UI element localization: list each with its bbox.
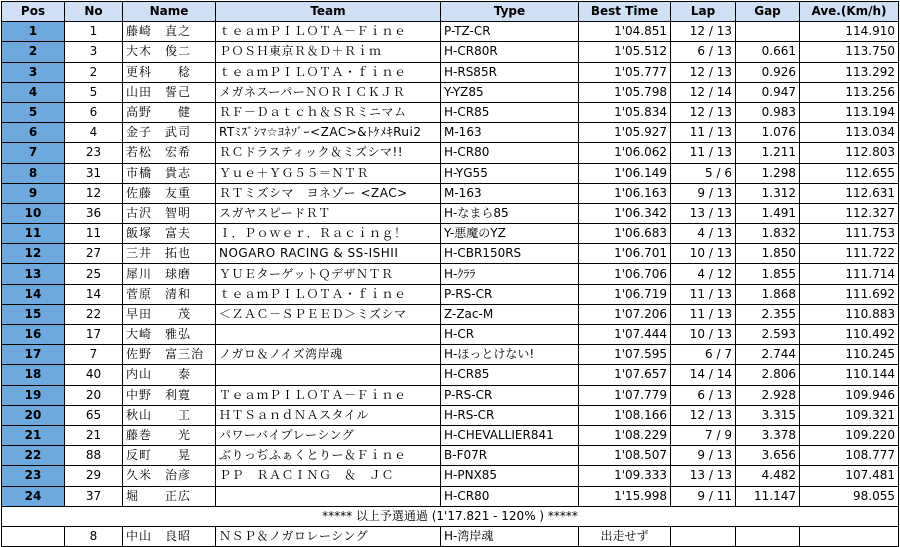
cell-type: Y-悪魔のYZ: [441, 224, 579, 244]
cell-pos: 7: [2, 143, 65, 163]
cell-no: 25: [65, 264, 123, 284]
cell-type: M-163: [441, 123, 579, 143]
cell-team: ＮＳＰ＆ノガロレーシング: [216, 526, 441, 546]
table-row: [2, 486, 899, 506]
cell-ave: 113.194: [800, 102, 899, 122]
table-row: [2, 224, 899, 244]
cell-name: 大崎 雅弘: [123, 325, 216, 345]
cell-name: 堀 正広: [123, 486, 216, 506]
cell-ave: 111.692: [800, 284, 899, 304]
cell-lap: 10 / 13: [671, 244, 736, 264]
cell-type: Z-Zac-M: [441, 304, 579, 324]
table-row: [2, 42, 899, 62]
cell-name: 秋山 工: [123, 405, 216, 425]
cell-pos: 22: [2, 446, 65, 466]
header-best-time: Best Time: [579, 2, 671, 22]
cell-lap: 7 / 9: [671, 425, 736, 445]
table-row: [2, 264, 899, 284]
cell-type: M-163: [441, 183, 579, 203]
cell-gap: 1.868: [736, 284, 800, 304]
cell-no: 20: [65, 385, 123, 405]
cell-ave: 113.750: [800, 42, 899, 62]
cell-ave: 107.481: [800, 466, 899, 486]
cell-no: 2: [65, 62, 123, 82]
header-ave: Ave.(Km/h): [800, 2, 899, 22]
cell-lap: [671, 526, 736, 546]
table-row: [2, 244, 899, 264]
cell-lap: 12 / 13: [671, 22, 736, 42]
cell-type: H-CR80: [441, 143, 579, 163]
cell-team: Ｙｕｅ＋ＹＧ５５＝ＮＴＲ: [216, 163, 441, 183]
cell-type: H-PNX85: [441, 466, 579, 486]
cell-name: 金子 武司: [123, 123, 216, 143]
cell-no: 4: [65, 123, 123, 143]
cell-pos: 24: [2, 486, 65, 506]
cell-team: パワーバイプレーシング: [216, 425, 441, 445]
cell-ave: 109.220: [800, 425, 899, 445]
cell-best-time: 1'09.333: [579, 466, 671, 486]
cell-no: 3: [65, 42, 123, 62]
cell-no: 11: [65, 224, 123, 244]
cell-best-time: 1'06.701: [579, 244, 671, 264]
cell-pos: 10: [2, 203, 65, 223]
qualify-separator: ***** 以上予選通過 (1'17.821 - 120% ) *****: [2, 506, 899, 526]
cell-best-time: 1'05.834: [579, 102, 671, 122]
table-row: [2, 345, 899, 365]
cell-team: NOGARO RACING & SS-ISHII: [216, 244, 441, 264]
cell-gap: 3.378: [736, 425, 800, 445]
cell-name: 山田 誓己: [123, 82, 216, 102]
header-no: No: [65, 2, 123, 22]
table-row: [2, 102, 899, 122]
cell-pos: 3: [2, 62, 65, 82]
cell-ave: 113.292: [800, 62, 899, 82]
cell-no: 23: [65, 143, 123, 163]
cell-team: ＲＣドラスティック＆ミズシマ!!: [216, 143, 441, 163]
cell-team: ｔｅａｍＰＩＬＯＴＡ・ｆｉｎｅ: [216, 62, 441, 82]
cell-lap: 11 / 13: [671, 304, 736, 324]
cell-best-time: 1'06.149: [579, 163, 671, 183]
cell-pos: 1: [2, 22, 65, 42]
cell-pos: 17: [2, 345, 65, 365]
cell-team: ＰＯＳＨ東京Ｒ＆Ｄ＋Ｒｉｍ: [216, 42, 441, 62]
cell-type: Y-YZ85: [441, 82, 579, 102]
cell-name: 中山 良昭: [123, 526, 216, 546]
cell-no: 14: [65, 284, 123, 304]
cell-best-time: 1'06.342: [579, 203, 671, 223]
cell-name: 飯塚 富夫: [123, 224, 216, 244]
cell-name: 高野 健: [123, 102, 216, 122]
table-row: [2, 425, 899, 445]
cell-best-time: 1'06.706: [579, 264, 671, 284]
cell-best-time: 1'07.779: [579, 385, 671, 405]
cell-pos: 14: [2, 284, 65, 304]
cell-name: 早田 茂: [123, 304, 216, 324]
cell-lap: 9 / 13: [671, 446, 736, 466]
cell-name: 若松 宏希: [123, 143, 216, 163]
cell-lap: 10 / 13: [671, 325, 736, 345]
cell-lap: 13 / 13: [671, 466, 736, 486]
cell-team: ＲＦ－Ｄａｔｃｈ＆ＳＲミニマム: [216, 102, 441, 122]
header-lap: Lap: [671, 2, 736, 22]
header-team: Team: [216, 2, 441, 22]
cell-gap: 2.806: [736, 365, 800, 385]
table-row: [2, 183, 899, 203]
cell-name: 佐藤 友重: [123, 183, 216, 203]
cell-team: ＲＴミズシマ ヨネゾー <ZAC>: [216, 183, 441, 203]
cell-best-time: 1'05.777: [579, 62, 671, 82]
table-row: [2, 284, 899, 304]
table-row: [2, 203, 899, 223]
cell-lap: 11 / 13: [671, 143, 736, 163]
cell-pos: 11: [2, 224, 65, 244]
cell-best-time: 1'07.206: [579, 304, 671, 324]
cell-no: 37: [65, 486, 123, 506]
cell-ave: 110.492: [800, 325, 899, 345]
table-row: [2, 163, 899, 183]
cell-team: ノガロ＆ノイズ湾岸魂: [216, 345, 441, 365]
cell-lap: 6 / 7: [671, 345, 736, 365]
cell-team: ＴｅａｍＰＩＬＯＴＡ－Ｆｉｎｅ: [216, 385, 441, 405]
cell-no: 31: [65, 163, 123, 183]
cell-team: ｔｅａｍＰＩＬＯＴＡ－Ｆｉｎｅ: [216, 22, 441, 42]
cell-gap: [736, 526, 800, 546]
cell-team: ＰＰ ＲＡＣＩＮＧ ＆ ＪＣ: [216, 466, 441, 486]
cell-ave: 112.327: [800, 203, 899, 223]
cell-lap: 4 / 13: [671, 224, 736, 244]
cell-best-time: 1'07.657: [579, 365, 671, 385]
cell-gap: 1.211: [736, 143, 800, 163]
table-row: [2, 385, 899, 405]
cell-no: 36: [65, 203, 123, 223]
header-pos: Pos: [2, 2, 65, 22]
cell-lap: 9 / 13: [671, 183, 736, 203]
cell-gap: 0.661: [736, 42, 800, 62]
cell-no: 12: [65, 183, 123, 203]
cell-gap: 0.947: [736, 82, 800, 102]
cell-best-time: 1'07.595: [579, 345, 671, 365]
table-row: [2, 82, 899, 102]
table-row: [2, 22, 899, 42]
cell-best-time: 1'08.229: [579, 425, 671, 445]
cell-best-time: 出走せず: [579, 526, 671, 546]
cell-team: [216, 365, 441, 385]
cell-gap: 1.850: [736, 244, 800, 264]
cell-best-time: 1'06.062: [579, 143, 671, 163]
cell-lap: 11 / 13: [671, 284, 736, 304]
cell-gap: 1.491: [736, 203, 800, 223]
cell-type: H-CR85: [441, 365, 579, 385]
cell-ave: 111.722: [800, 244, 899, 264]
cell-type: H-CBR150RS: [441, 244, 579, 264]
cell-no: 6: [65, 102, 123, 122]
cell-pos: 2: [2, 42, 65, 62]
cell-ave: 98.055: [800, 486, 899, 506]
cell-no: 22: [65, 304, 123, 324]
header-name: Name: [123, 2, 216, 22]
cell-type: H-CHEVALLIER841: [441, 425, 579, 445]
cell-gap: 4.482: [736, 466, 800, 486]
cell-type: H-CR85: [441, 102, 579, 122]
cell-gap: 0.926: [736, 62, 800, 82]
cell-pos: 16: [2, 325, 65, 345]
cell-team: ぶりっぢふぁくとりー＆Ｆｉｎｅ: [216, 446, 441, 466]
cell-team: [216, 325, 441, 345]
cell-ave: 114.910: [800, 22, 899, 42]
cell-lap: 5 / 6: [671, 163, 736, 183]
cell-pos: 6: [2, 123, 65, 143]
cell-gap: 2.355: [736, 304, 800, 324]
cell-gap: 1.832: [736, 224, 800, 244]
cell-no: 5: [65, 82, 123, 102]
cell-lap: 12 / 13: [671, 102, 736, 122]
cell-best-time: 1'06.683: [579, 224, 671, 244]
cell-best-time: 1'07.444: [579, 325, 671, 345]
cell-team: ｔｅａｍＰＩＬＯＴＡ・ｆｉｎｅ: [216, 284, 441, 304]
cell-best-time: 1'04.851: [579, 22, 671, 42]
cell-no: 8: [65, 526, 123, 546]
cell-type: H-CR80R: [441, 42, 579, 62]
cell-gap: 2.744: [736, 345, 800, 365]
cell-type: H-RS85R: [441, 62, 579, 82]
cell-best-time: 1'05.512: [579, 42, 671, 62]
cell-lap: 6 / 13: [671, 385, 736, 405]
cell-pos: 12: [2, 244, 65, 264]
cell-type: H-なまら85: [441, 203, 579, 223]
table-row: [2, 446, 899, 466]
table-row: [2, 466, 899, 486]
cell-gap: 3.656: [736, 446, 800, 466]
cell-no: 88: [65, 446, 123, 466]
cell-best-time: 1'08.166: [579, 405, 671, 425]
cell-team: ＜ＺＡＣ－ＳＰＥＥＤ＞ミズシマ: [216, 304, 441, 324]
cell-ave: 113.034: [800, 123, 899, 143]
cell-type: H-ほっとけない!: [441, 345, 579, 365]
cell-no: 1: [65, 22, 123, 42]
cell-name: 中野 利寛: [123, 385, 216, 405]
table-row: [2, 365, 899, 385]
cell-gap: 0.983: [736, 102, 800, 122]
cell-pos: 19: [2, 385, 65, 405]
cell-lap: 12 / 13: [671, 405, 736, 425]
cell-pos: 4: [2, 82, 65, 102]
cell-ave: 113.256: [800, 82, 899, 102]
cell-name: 久米 治彦: [123, 466, 216, 486]
cell-team: ＹＵＥターゲットＱデザＮＴＲ: [216, 264, 441, 284]
cell-ave: 110.144: [800, 365, 899, 385]
cell-pos: 21: [2, 425, 65, 445]
cell-no: 29: [65, 466, 123, 486]
cell-best-time: 1'06.719: [579, 284, 671, 304]
table-row: [2, 325, 899, 345]
table-row: [2, 143, 899, 163]
cell-no: 40: [65, 365, 123, 385]
cell-gap: 3.315: [736, 405, 800, 425]
cell-gap: 1.298: [736, 163, 800, 183]
cell-pos: 5: [2, 102, 65, 122]
cell-team: ＨＴＳａｎｄＮＡスタイル: [216, 405, 441, 425]
cell-name: 藤崎 直之: [123, 22, 216, 42]
cell-name: 菅原 清和: [123, 284, 216, 304]
cell-gap: 2.593: [736, 325, 800, 345]
cell-ave: 110.245: [800, 345, 899, 365]
cell-team: [216, 486, 441, 506]
cell-name: 内山 泰: [123, 365, 216, 385]
cell-gap: 1.312: [736, 183, 800, 203]
cell-ave: 109.321: [800, 405, 899, 425]
header-type: Type: [441, 2, 579, 22]
table-row-dns: [2, 526, 899, 546]
cell-ave: 112.631: [800, 183, 899, 203]
cell-no: 7: [65, 345, 123, 365]
cell-gap: 1.076: [736, 123, 800, 143]
cell-name: 古沢 智明: [123, 203, 216, 223]
cell-name: 佐野 富三治: [123, 345, 216, 365]
cell-team: RTﾐｽﾞｼﾏ☆ﾖﾈｿﾞｰ<ZAC>&ﾄｹﾒｷRui2: [216, 123, 441, 143]
qualify-separator-row: [2, 506, 899, 526]
cell-best-time: 1'08.507: [579, 446, 671, 466]
cell-name: 反町 晃: [123, 446, 216, 466]
cell-ave: 111.714: [800, 264, 899, 284]
cell-pos: [2, 526, 65, 546]
table-row: [2, 123, 899, 143]
cell-ave: 112.803: [800, 143, 899, 163]
cell-pos: 8: [2, 163, 65, 183]
cell-pos: 20: [2, 405, 65, 425]
cell-type: H-RS-CR: [441, 405, 579, 425]
cell-lap: 9 / 11: [671, 486, 736, 506]
cell-pos: 23: [2, 466, 65, 486]
cell-name: 大木 俊二: [123, 42, 216, 62]
cell-team: Ｉ．Ｐｏｗｅｒ．Ｒａｃｉｎｇ！: [216, 224, 441, 244]
cell-no: 17: [65, 325, 123, 345]
cell-name: 市橋 貴志: [123, 163, 216, 183]
cell-team: スガヤスピードＲＴ: [216, 203, 441, 223]
cell-type: H-湾岸魂: [441, 526, 579, 546]
cell-lap: 4 / 12: [671, 264, 736, 284]
table-row: [2, 62, 899, 82]
cell-ave: 109.946: [800, 385, 899, 405]
cell-pos: 13: [2, 264, 65, 284]
cell-lap: 11 / 13: [671, 123, 736, 143]
cell-gap: 1.855: [736, 264, 800, 284]
cell-best-time: 1'05.798: [579, 82, 671, 102]
cell-type: H-YG55: [441, 163, 579, 183]
cell-ave: 112.655: [800, 163, 899, 183]
cell-name: 犀川 球磨: [123, 264, 216, 284]
cell-lap: 13 / 13: [671, 203, 736, 223]
cell-type: P-RS-CR: [441, 284, 579, 304]
cell-name: 三井 拓也: [123, 244, 216, 264]
cell-pos: 15: [2, 304, 65, 324]
cell-ave: 111.753: [800, 224, 899, 244]
results-table: [1, 1, 899, 547]
cell-type: P-TZ-CR: [441, 22, 579, 42]
cell-ave: 108.777: [800, 446, 899, 466]
header-row: [2, 2, 899, 22]
cell-lap: 14 / 14: [671, 365, 736, 385]
cell-no: 27: [65, 244, 123, 264]
cell-lap: 12 / 14: [671, 82, 736, 102]
cell-gap: 11.147: [736, 486, 800, 506]
cell-gap: 2.928: [736, 385, 800, 405]
table-row: [2, 405, 899, 425]
cell-best-time: 1'06.163: [579, 183, 671, 203]
cell-best-time: 1'05.927: [579, 123, 671, 143]
cell-pos: 9: [2, 183, 65, 203]
cell-type: H-CR: [441, 325, 579, 345]
cell-type: H-CR80: [441, 486, 579, 506]
cell-gap: [736, 22, 800, 42]
cell-type: H-ｸﾗﾗ: [441, 264, 579, 284]
cell-no: 65: [65, 405, 123, 425]
table-row: [2, 304, 899, 324]
cell-name: 藤巻 光: [123, 425, 216, 445]
cell-team: メガネスーパーＮＯＲＩＣＫＪＲ: [216, 82, 441, 102]
header-gap: Gap: [736, 2, 800, 22]
cell-lap: 12 / 13: [671, 62, 736, 82]
cell-ave: 110.883: [800, 304, 899, 324]
cell-type: P-RS-CR: [441, 385, 579, 405]
cell-type: B-F07R: [441, 446, 579, 466]
cell-ave: [800, 526, 899, 546]
cell-lap: 6 / 13: [671, 42, 736, 62]
cell-no: 21: [65, 425, 123, 445]
cell-pos: 18: [2, 365, 65, 385]
cell-name: 更科 稔: [123, 62, 216, 82]
cell-best-time: 1'15.998: [579, 486, 671, 506]
